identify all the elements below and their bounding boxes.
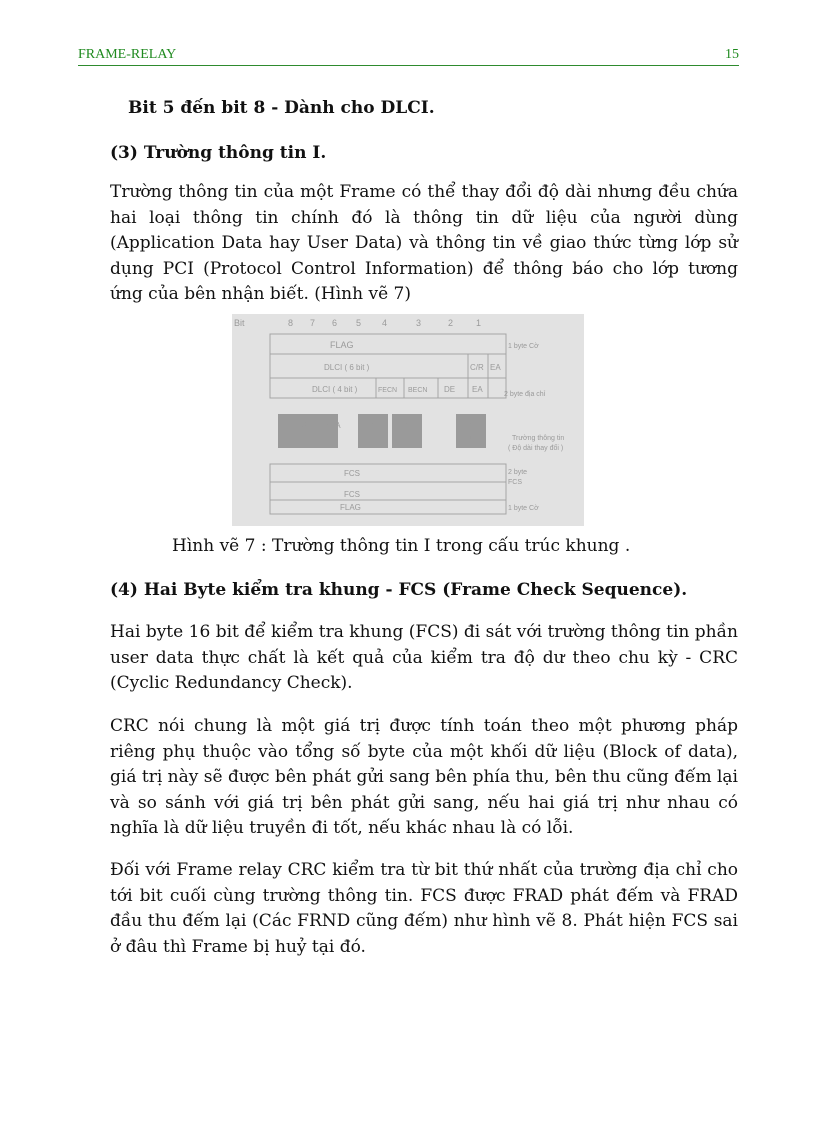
dlci4-label: DLCI ( 4 bit ) <box>312 385 358 394</box>
flag-top-label: FLAG <box>330 340 354 350</box>
bit-num-3: 3 <box>416 318 422 328</box>
fcs-label-2: FCS <box>344 490 360 499</box>
pci-label-1: PCI <box>364 423 376 430</box>
bit-heading: Bit 5 đến bit 8 - Dành cho DLCI. <box>128 98 435 118</box>
layer-c-label: lớp1 <box>460 436 472 442</box>
label-byte-fcs-2: FCS <box>508 479 522 486</box>
bit-num-8: 8 <box>288 318 294 328</box>
pci-block-3 <box>456 414 486 448</box>
section3-paragraph: Trường thông tin của một Frame có thể thay đổi độ dài nhưng đều chứa hai loại thông tin chính đó là thông tin dữ liệu của người dùng (Application Data hay User Data) và thông tin về giao thức từng lớp sử dụng PCI (Protocol Control Information) để thông báo cho lớp tương ứng của bên nhận biết. (Hình vẽ 7) <box>110 182 738 304</box>
page-header <box>78 47 739 66</box>
dlci6-label: DLCI ( 6 bit ) <box>324 363 370 372</box>
pci-block-1 <box>358 414 388 448</box>
label-byte-fcs-1: 2 byte <box>508 469 528 476</box>
fecn-label: FECN <box>378 387 398 394</box>
pci-block-2 <box>392 414 422 448</box>
section4-paragraph-1: Hai byte 16 bit để kiểm tra khung (FCS) đi sát với trường thông tin phần user data thực chất là kết quả của kiểm tra độ dư theo chu kỳ - CRC (Cyclic Redundancy Check). <box>110 622 738 693</box>
bit-num-6: 6 <box>332 318 338 328</box>
user-data-block <box>278 414 338 448</box>
bit-num-2: 2 <box>448 318 454 328</box>
section4-heading: (4) Hai Byte kiểm tra khung - FCS (Frame Check Sequence). <box>110 580 688 600</box>
layer-b-label: Lớp3 <box>396 436 410 442</box>
label-byte-address: 2 byte địa chỉ <box>504 391 546 398</box>
flag-bottom-label: FLAG <box>340 503 361 512</box>
label-byte-flag-top: 1 byte Cờ <box>508 343 539 350</box>
label-byte-flag-bottom: 1 byte Cờ <box>508 505 539 512</box>
bit-num-4: 4 <box>382 318 388 328</box>
bit-label: Bit <box>234 318 245 328</box>
section3-heading: (3) Trường thông tin I. <box>110 143 327 163</box>
fcs-label-1: FCS <box>344 469 360 478</box>
frame-structure-figure <box>232 314 584 526</box>
layer-a-label: Lớp4 <box>362 436 376 442</box>
ea-top-label: EA <box>490 363 501 372</box>
becn-label: BECN <box>408 387 428 394</box>
de-label: DE <box>444 385 456 394</box>
label-info-field: Trường thông tin <box>512 435 565 442</box>
user-data-label: USER DATA <box>296 421 341 430</box>
figure-caption: Hình vẽ 7 : Trường thông tin I trong cấu trúc khung . <box>172 536 631 556</box>
ea-bottom-label: EA <box>472 385 483 394</box>
pci-label-2: PCI <box>398 423 410 430</box>
label-info-len: ( Độ dài thay đổi ) <box>508 445 564 452</box>
frame-structure-diagram <box>232 314 584 526</box>
page-number: 15 <box>725 47 739 62</box>
bit-num-5: 5 <box>356 318 362 328</box>
pci-label-3: PCI <box>462 423 474 430</box>
bit-num-7: 7 <box>310 318 316 328</box>
header-title: FRAME-RELAY <box>78 47 177 62</box>
cr-label: C/R <box>470 363 484 372</box>
section4-paragraph-3: Đối với Frame relay CRC kiểm tra từ bit thứ nhất của trường địa chỉ cho tới bit cuối cùng trường thông tin. FCS được FRAD phát đếm và FRAD đầu thu đếm lại (Các FRND cũng đếm) như hình vẽ 8. Phát hiện FCS sai ở đâu thì Frame bị huỷ tại đó. <box>110 860 738 957</box>
bit-num-1: 1 <box>476 318 482 328</box>
trailer-rows <box>270 464 506 514</box>
section4-paragraph-2: CRC nói chung là một giá trị được tính toán theo một phương pháp riêng phụ thuộc vào tổng số byte của một khối dữ liệu (Block of data), giá trị này sẽ được bên phát gửi sang bên phía thu, bên thu cũng đếm lại và so sánh với giá trị bên phát gửi sang, nếu hai giá trị như nhau có nghĩa là dữ liệu truyền đi tốt, nếu khác nhau là có lỗi. <box>110 716 738 838</box>
